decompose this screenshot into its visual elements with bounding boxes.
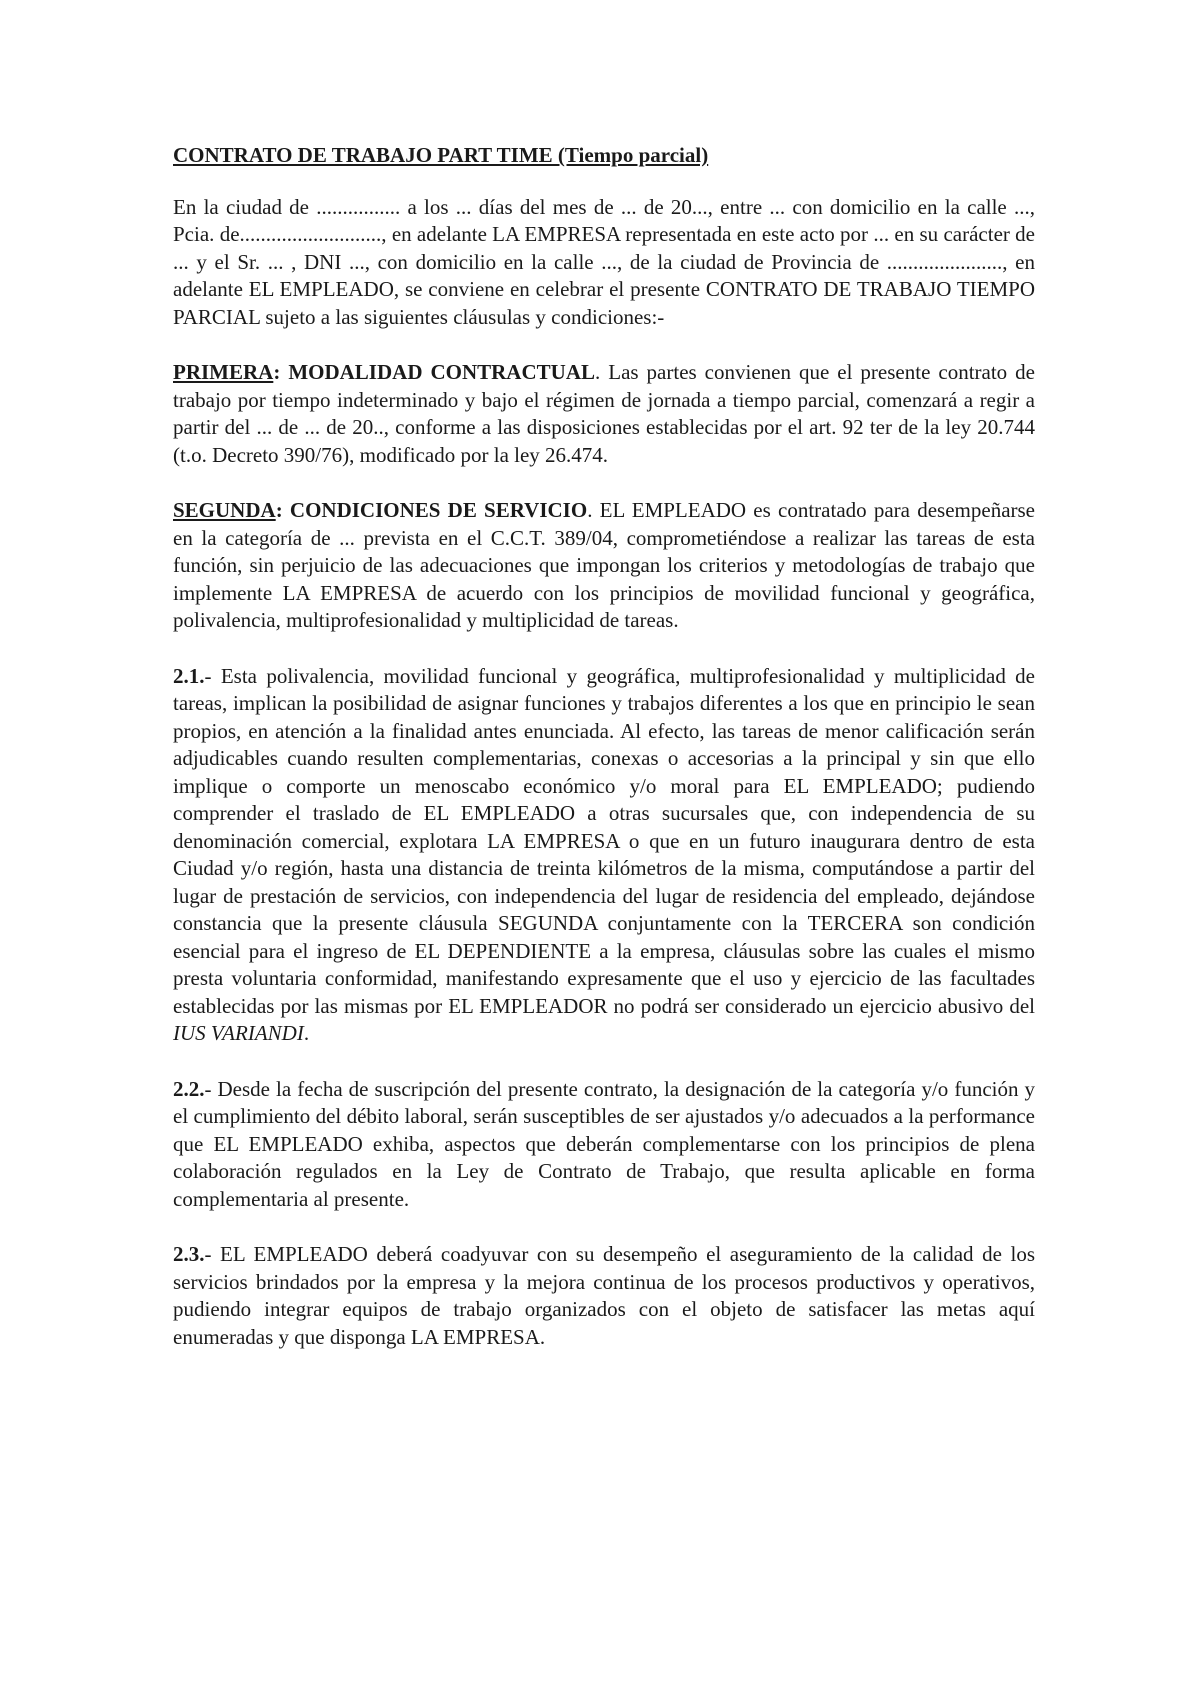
subclause-2-2-text: - Desde la fecha de suscripción del presente contrato, la designación de la categoría y/o función y el cumplimiento del débito laboral, serán susceptibles de ser ajustados y/o adecuados a la performance que EL EMPLEADO exhiba, aspectos que deberán complementarse con los principios de plena colaboración regulados en la Ley de Contrato de Trabajo, que resulta aplicable en forma complementaria al presente.	[173, 1076, 1035, 1211]
subclause-2-2	[173, 1076, 1035, 1214]
subclause-2-2-number: 2.2.	[173, 1076, 205, 1101]
clause-primera-label: PRIMERA	[173, 360, 274, 384]
document-body	[173, 142, 1035, 1379]
intro-paragraph: En la ciudad de ................ a los ... días del mes de ... de 20..., entre ... con domicilio en la calle ..., Pcia. de..........................., en adelante LA EMPRESA representada en este acto por ... en su carácter de ... y el Sr. ... , DNI ..., con domicilio en la calle ..., de la ciudad de Provincia de ......................, en adelante EL EMPLEADO, se conviene en celebrar el presente CONTRATO DE TRABAJO TIEMPO PARCIAL sujeto a las siguientes cláusulas y condiciones:-	[173, 194, 1035, 329]
clause-primera-colon: :	[273, 360, 281, 384]
document-title: CONTRATO DE TRABAJO PART TIME (Tiempo parcial)	[173, 143, 709, 167]
subclause-2-1-italic: IUS VARIANDI	[173, 1021, 304, 1045]
subclause-2-1-end: .	[303, 1021, 310, 1045]
clause-segunda-text: . EL EMPLEADO es contratado para desempeñarse en la categoría de ... prevista en el C.C.T. 389/04, comprometiéndose a realizar las tareas de esta función, sin perjuicio de las adecuaciones que impongan los criterios y metodologías de trabajo que implemente LA EMPRESA de acuerdo con los principios de movilidad funcional y geográfica, polivalencia, multiprofesionalidad y multiplicidad de tareas.	[173, 498, 1035, 632]
subclause-2-3	[173, 1241, 1035, 1351]
subclause-2-3-text: - EL EMPLEADO deberá coadyuvar con su desempeño el aseguramiento de la calidad de los servicios brindados por la empresa y la mejora continua de los procesos productivos y operativos, pudiendo integrar equipos de trabajo organizados con el objeto de satisfacer las metas aquí enumeradas y que disponga LA EMPRESA.	[173, 1242, 1035, 1349]
clause-primera-text: . Las partes convienen que el presente contrato de trabajo por tiempo indeterminado y bajo el régimen de jornada a tiempo parcial, comenzará a regir a partir del ... de ... de 20.., conforme a las disposiciones establecidas por el art. 92 ter de la ley 20.744 (t.o. Decreto 390/76), modificado por la ley 26.474.	[173, 360, 1035, 467]
clause-segunda	[173, 497, 1035, 635]
clause-primera-heading: MODALIDAD CONTRACTUAL	[280, 360, 595, 384]
subclause-2-1	[173, 663, 1035, 1048]
clause-primera	[173, 359, 1035, 469]
subclause-2-3-number: 2.3.	[173, 1242, 205, 1266]
subclause-2-1-number: 2.1.	[173, 663, 205, 688]
clause-segunda-label: SEGUNDA	[173, 498, 276, 522]
clause-segunda-colon: :	[275, 498, 283, 522]
clause-segunda-heading: CONDICIONES DE SERVICIO	[282, 498, 588, 522]
subclause-2-1-text: - Esta polivalencia, movilidad funcional y geográfica, multiprofesionalidad y multiplicidad de tareas, implican la posibilidad de asignar funciones y trabajos diferentes a los que en principio le sean propios, en atención a la finalidad antes enunciada. Al efecto, las tareas de menor calificación serán adjudicables cuando resulten complementarias, conexas o accesorias a la principal y sin que ello implique o comporte un menoscabo económico y/o moral para EL EMPLEADO; pudiendo comprender el traslado de EL EMPLEADO a otras sucursales que, con independencia de su denominación comercial, explotara LA EMPRESA o que en un futuro inaugurara dentro de esta Ciudad y/o región, hasta una distancia de treinta kilómetros de la misma, computándose a partir del lugar de prestación de servicios, con independencia del lugar de residencia del empleado, dejándose constancia que la presente cláusula SEGUNDA conjuntamente con la TERCERA son condición esencial para el ingreso de EL DEPENDIENTE a la empresa, cláusulas sobre las cuales el mismo presta voluntaria conformidad, manifestando expresamente que el uso y ejercicio de las facultades establecidas por las mismas por EL EMPLEADOR no podrá ser considerado un ejercicio abusivo del	[173, 663, 1035, 1018]
